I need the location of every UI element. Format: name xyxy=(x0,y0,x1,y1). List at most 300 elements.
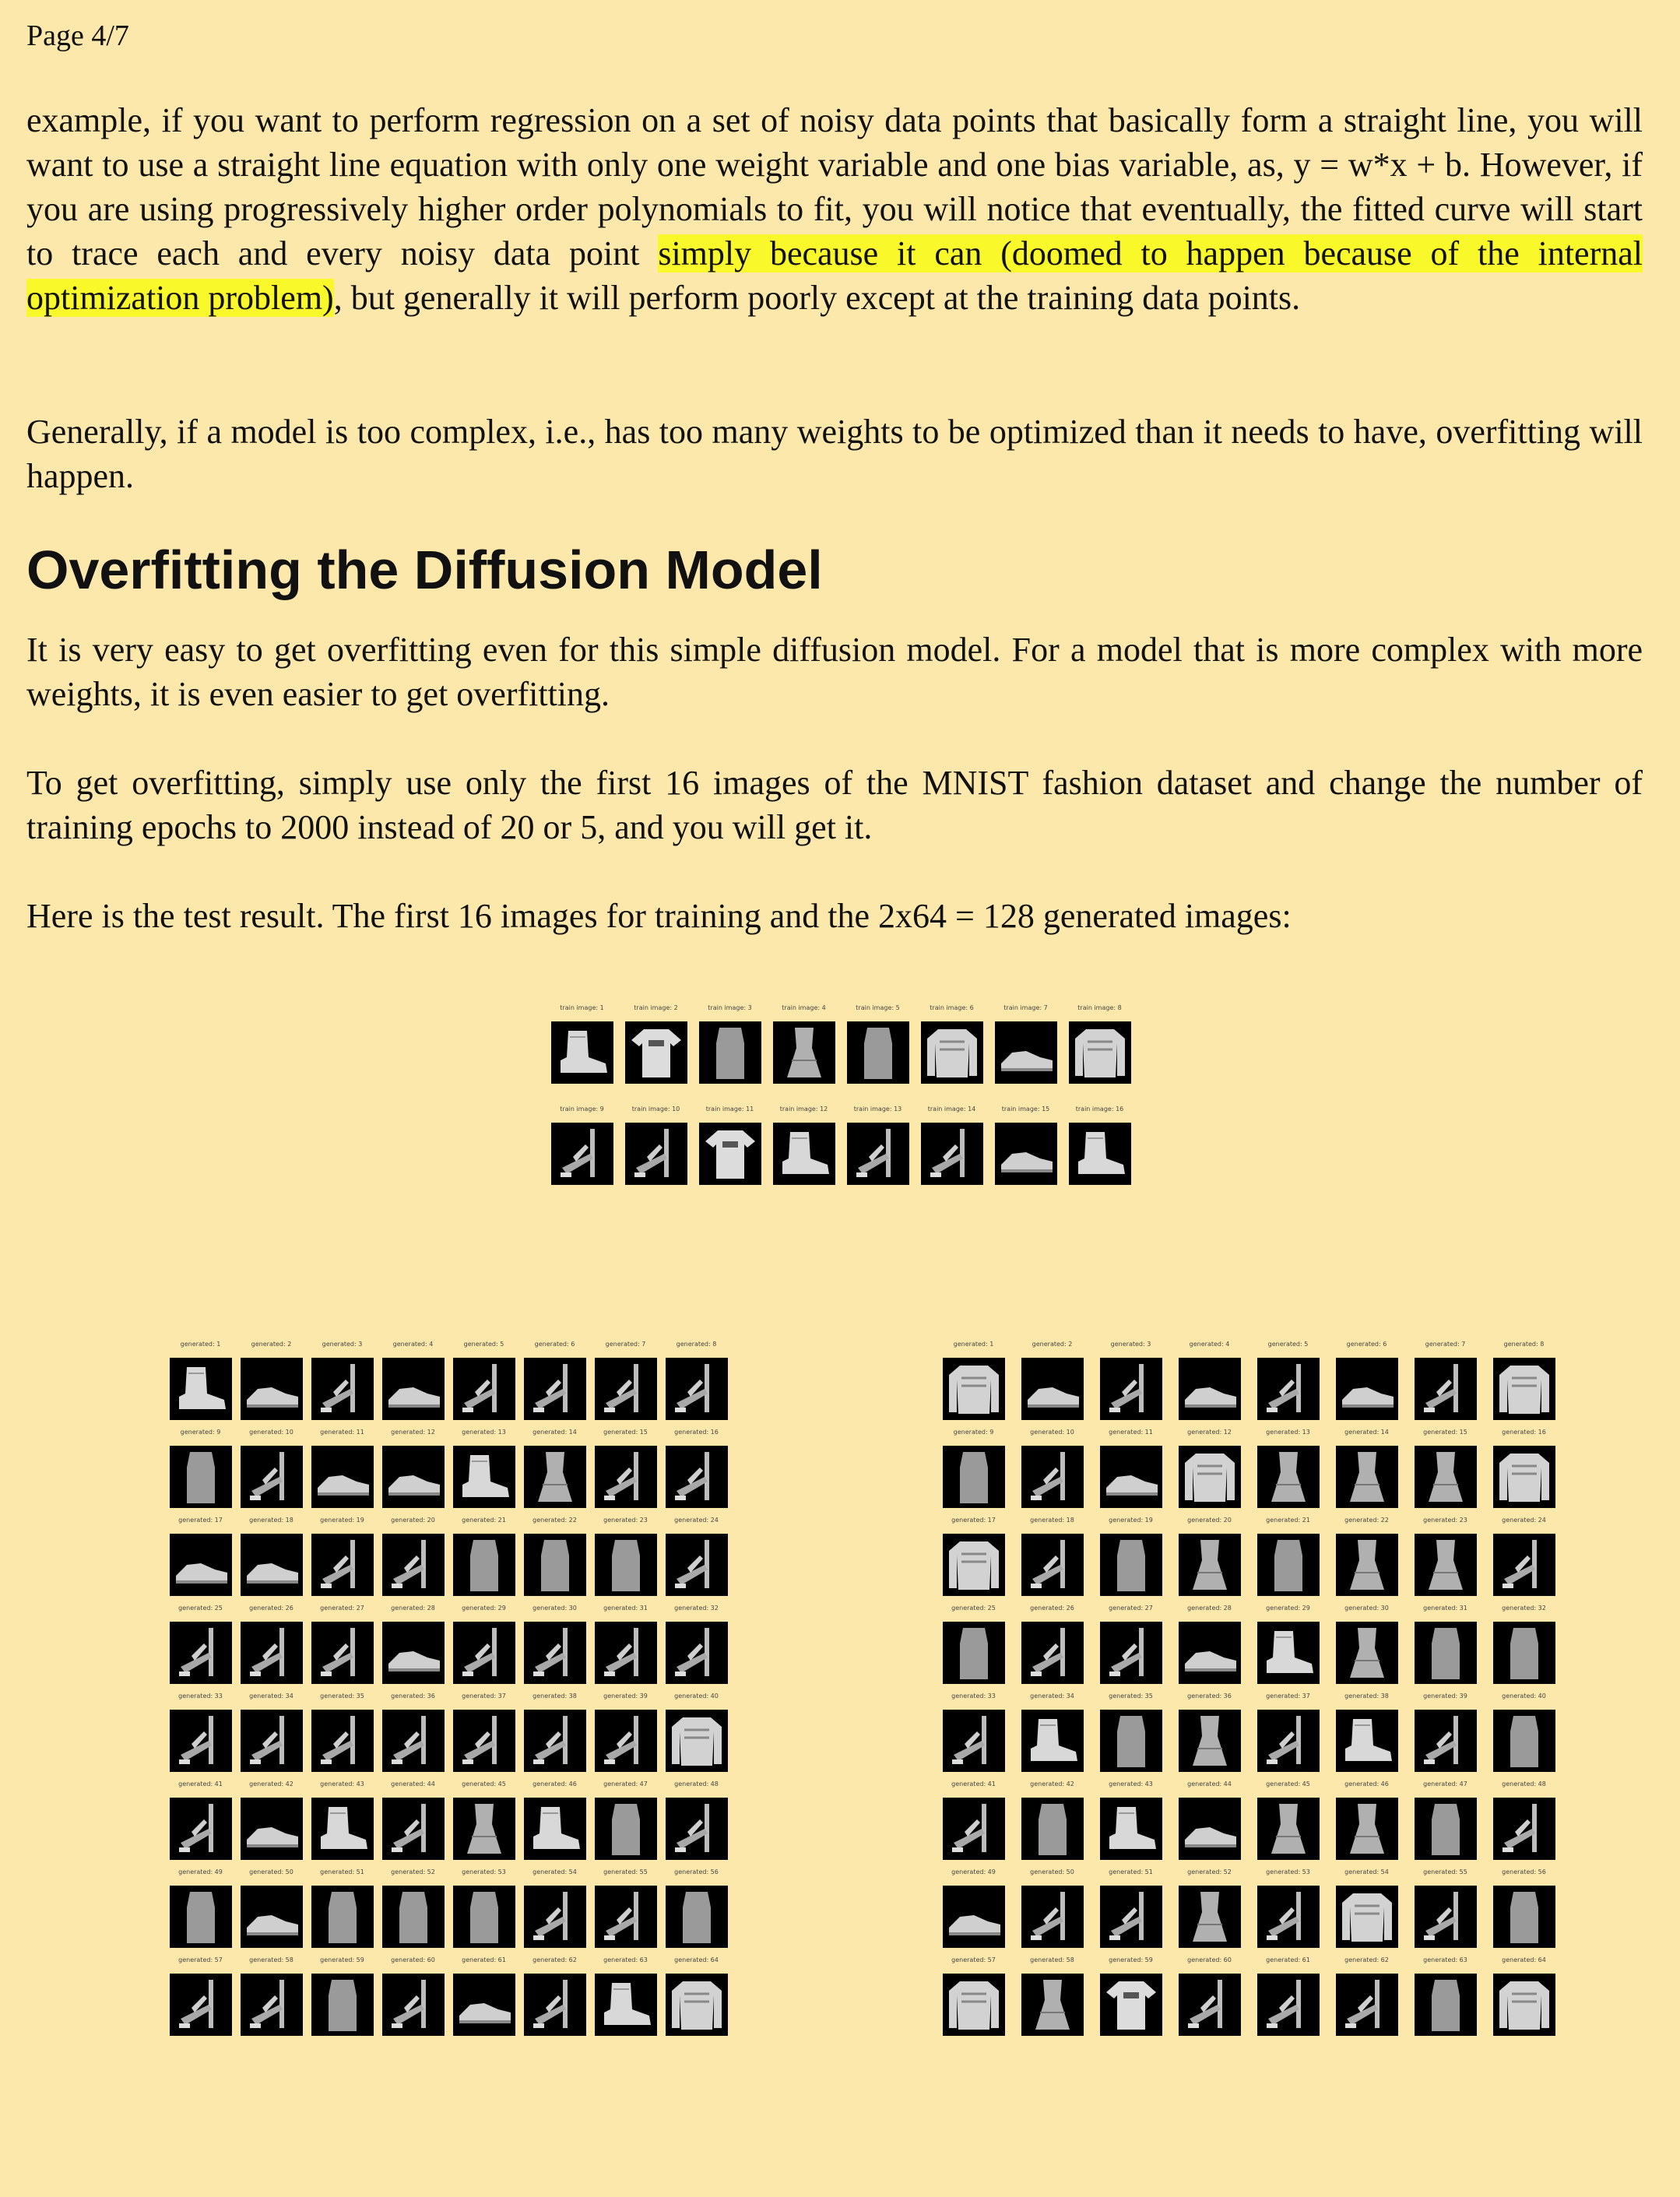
generated-image-cell xyxy=(1406,1780,1485,1861)
generated-image-cell xyxy=(307,1956,378,2037)
pullover-image xyxy=(666,1710,728,1772)
train-image-cell xyxy=(767,1004,841,1085)
image-caption: generated: 44 xyxy=(391,1780,435,1787)
image-caption: generated: 57 xyxy=(951,1956,996,1963)
pullover-image xyxy=(1493,1358,1555,1420)
generated-image-cell xyxy=(448,1605,519,1686)
image-caption: generated: 34 xyxy=(249,1693,293,1700)
image-caption: generated: 15 xyxy=(603,1429,648,1436)
sandal-image xyxy=(170,1710,232,1772)
image-caption: generated: 58 xyxy=(1030,1956,1074,1963)
generated-image-cell xyxy=(1485,1780,1563,1861)
image-caption: generated: 13 xyxy=(1266,1429,1310,1436)
generated-image-cell xyxy=(590,1429,661,1510)
generated-image-cell xyxy=(236,1605,307,1686)
image-caption: generated: 53 xyxy=(1266,1868,1310,1875)
image-caption: generated: 2 xyxy=(1032,1341,1073,1348)
generated-image-cell xyxy=(590,1868,661,1949)
generated-image-cell xyxy=(307,1517,378,1598)
generated-image-cell xyxy=(934,1956,1013,2037)
top-image xyxy=(1100,1710,1162,1772)
generated-image-cell xyxy=(661,1517,732,1598)
sandal-image xyxy=(1021,1534,1084,1596)
image-caption: train image: 16 xyxy=(1075,1106,1124,1113)
image-caption: generated: 52 xyxy=(391,1868,435,1875)
image-caption: generated: 52 xyxy=(1187,1868,1232,1875)
image-caption: train image: 5 xyxy=(856,1004,900,1011)
image-caption: generated: 24 xyxy=(674,1517,719,1524)
sneaker-image xyxy=(241,1358,303,1420)
sneaker-image xyxy=(311,1446,374,1508)
sneaker-image xyxy=(241,1886,303,1948)
generated-image-cell xyxy=(378,1517,448,1598)
generated-image-cell xyxy=(590,1693,661,1773)
generated-image-cell xyxy=(1013,1780,1091,1861)
paragraph-regression-tail: , but generally it will perform poorly except at the training data points. xyxy=(333,279,1301,317)
pullover-image xyxy=(943,1974,1005,2036)
generated-image-cell xyxy=(378,1693,448,1773)
image-caption: generated: 15 xyxy=(1423,1429,1467,1436)
generated-image-cell xyxy=(1485,1517,1563,1598)
dress-image xyxy=(1179,1710,1241,1772)
top-image xyxy=(1021,1798,1084,1860)
sandal-image xyxy=(241,1622,303,1684)
image-caption: generated: 20 xyxy=(1187,1517,1232,1524)
train-image-cell xyxy=(989,1106,1063,1186)
image-caption: generated: 63 xyxy=(603,1956,648,1963)
generated-image-cell xyxy=(378,1605,448,1686)
top-image xyxy=(311,1974,374,2036)
generated-image-cell xyxy=(1013,1868,1091,1949)
image-caption: generated: 47 xyxy=(603,1780,648,1787)
image-caption: generated: 33 xyxy=(178,1693,223,1700)
generated-image-cell xyxy=(165,1780,236,1861)
generated-image-cell xyxy=(519,1693,590,1773)
top-image xyxy=(666,1886,728,1948)
image-caption: generated: 54 xyxy=(1344,1868,1389,1875)
highlighted-text: simply because it can (doomed to happen because of the internal optimization problem) xyxy=(26,234,1643,317)
generated-image-cell xyxy=(1327,1956,1406,2037)
image-caption: generated: 17 xyxy=(178,1517,223,1524)
generated-image-cell xyxy=(519,1517,590,1598)
image-caption: generated: 27 xyxy=(1109,1605,1153,1612)
top-image xyxy=(1415,1798,1477,1860)
generated-image-cell xyxy=(1249,1956,1327,2037)
sneaker-image xyxy=(995,1123,1057,1185)
image-caption: generated: 44 xyxy=(1187,1780,1232,1787)
sandal-image xyxy=(551,1123,613,1185)
generated-image-cell xyxy=(165,1605,236,1686)
image-caption: generated: 5 xyxy=(1267,1341,1309,1348)
generated-image-cell xyxy=(307,1868,378,1949)
sandal-image xyxy=(666,1622,728,1684)
image-caption: generated: 36 xyxy=(1187,1693,1232,1700)
sandal-image xyxy=(311,1622,374,1684)
ankle-boot-image xyxy=(453,1446,515,1508)
image-caption: generated: 64 xyxy=(674,1956,719,1963)
sandal-image xyxy=(595,1358,657,1420)
generated-image-cell xyxy=(1485,1341,1563,1422)
sandal-image xyxy=(382,1710,445,1772)
image-caption: train image: 7 xyxy=(1003,1004,1048,1011)
dress-image xyxy=(1179,1886,1241,1948)
image-caption: generated: 9 xyxy=(180,1429,221,1436)
t-shirt-image xyxy=(625,1021,687,1084)
generated-image-cell xyxy=(661,1429,732,1510)
generated-image-cell xyxy=(519,1956,590,2037)
image-caption: generated: 10 xyxy=(1030,1429,1074,1436)
image-caption: generated: 57 xyxy=(178,1956,223,1963)
image-caption: generated: 49 xyxy=(178,1868,223,1875)
section-heading: Overfitting the Diffusion Model xyxy=(26,540,823,600)
pullover-image xyxy=(1493,1974,1555,2036)
sandal-image xyxy=(847,1123,909,1185)
generated-image-cell xyxy=(519,1780,590,1861)
image-caption: generated: 5 xyxy=(463,1341,504,1348)
generated-image-cell xyxy=(519,1429,590,1510)
generated-image-cell xyxy=(1170,1517,1249,1598)
image-caption: generated: 31 xyxy=(1423,1605,1467,1612)
image-caption: generated: 58 xyxy=(249,1956,293,1963)
generated-image-cell xyxy=(1327,1780,1406,1861)
train-image-cell xyxy=(915,1106,989,1186)
sneaker-image xyxy=(1336,1358,1398,1420)
image-caption: generated: 42 xyxy=(249,1780,293,1787)
pullover-image xyxy=(1336,1886,1398,1948)
image-caption: generated: 40 xyxy=(674,1693,719,1700)
generated-image-cell xyxy=(1013,1341,1091,1422)
image-caption: generated: 28 xyxy=(391,1605,435,1612)
generated-image-cell xyxy=(378,1780,448,1861)
image-caption: generated: 8 xyxy=(676,1341,717,1348)
sandal-image xyxy=(311,1358,374,1420)
generated-image-cell xyxy=(661,1956,732,2037)
image-caption: generated: 30 xyxy=(532,1605,577,1612)
dress-image xyxy=(1336,1798,1398,1860)
dress-image xyxy=(524,1446,586,1508)
generated-image-cell xyxy=(934,1868,1013,1949)
image-caption: generated: 24 xyxy=(1502,1517,1546,1524)
sandal-image xyxy=(170,1974,232,2036)
image-caption: generated: 16 xyxy=(674,1429,719,1436)
sneaker-image xyxy=(241,1534,303,1596)
train-image-cell xyxy=(1063,1004,1137,1085)
top-image xyxy=(1493,1886,1555,1948)
train-image-cell xyxy=(767,1106,841,1186)
image-caption: train image: 10 xyxy=(631,1106,680,1113)
sneaker-image xyxy=(453,1974,515,2036)
generated-image-cell xyxy=(165,1693,236,1773)
generated-image-cell xyxy=(1170,1956,1249,2037)
image-caption: generated: 51 xyxy=(1109,1868,1153,1875)
top-image xyxy=(1415,1974,1477,2036)
generated-image-cell xyxy=(519,1868,590,1949)
image-caption: generated: 31 xyxy=(603,1605,648,1612)
sandal-image xyxy=(1257,1710,1320,1772)
sandal-image xyxy=(524,1622,586,1684)
generated-image-cell xyxy=(307,1780,378,1861)
image-caption: generated: 45 xyxy=(462,1780,506,1787)
generated-image-cell xyxy=(1327,1693,1406,1773)
image-caption: generated: 22 xyxy=(532,1517,577,1524)
generated-image-cell xyxy=(1091,1693,1170,1773)
generated-image-cell xyxy=(1091,1341,1170,1422)
ankle-boot-image xyxy=(773,1123,835,1185)
image-caption: generated: 60 xyxy=(391,1956,435,1963)
dress-image xyxy=(1415,1534,1477,1596)
image-caption: generated: 19 xyxy=(320,1517,364,1524)
image-caption: generated: 56 xyxy=(1502,1868,1546,1875)
image-caption: generated: 50 xyxy=(1030,1868,1074,1875)
top-image xyxy=(595,1798,657,1860)
image-caption: generated: 6 xyxy=(1346,1341,1387,1348)
generated-image-cell xyxy=(1170,1868,1249,1949)
sandal-image xyxy=(1336,1974,1398,2036)
image-caption: generated: 12 xyxy=(1187,1429,1232,1436)
image-caption: generated: 7 xyxy=(1425,1341,1466,1348)
image-caption: generated: 19 xyxy=(1109,1517,1153,1524)
sandal-image xyxy=(1257,1974,1320,2036)
image-caption: generated: 3 xyxy=(1110,1341,1151,1348)
image-caption: generated: 59 xyxy=(1109,1956,1153,1963)
generated-image-cell xyxy=(519,1341,590,1422)
image-caption: generated: 33 xyxy=(951,1693,996,1700)
image-caption: generated: 3 xyxy=(322,1341,363,1348)
generated-image-cell xyxy=(1091,1956,1170,2037)
ankle-boot-image xyxy=(1336,1710,1398,1772)
train-image-cell xyxy=(619,1004,693,1085)
top-image xyxy=(1415,1622,1477,1684)
image-caption: generated: 28 xyxy=(1187,1605,1232,1612)
image-caption: generated: 21 xyxy=(462,1517,506,1524)
generated-image-cell xyxy=(934,1605,1013,1686)
image-caption: generated: 29 xyxy=(462,1605,506,1612)
top-image xyxy=(1257,1534,1320,1596)
image-caption: generated: 18 xyxy=(1030,1517,1074,1524)
generated-image-cell xyxy=(236,1429,307,1510)
sandal-image xyxy=(170,1798,232,1860)
image-caption: generated: 25 xyxy=(178,1605,223,1612)
generated-image-cell xyxy=(307,1341,378,1422)
image-caption: train image: 12 xyxy=(779,1106,828,1113)
train-image-cell xyxy=(841,1106,915,1186)
sandal-image xyxy=(524,1710,586,1772)
generated-image-cell xyxy=(1013,1517,1091,1598)
generated-image-cell xyxy=(1013,1956,1091,2037)
image-caption: generated: 9 xyxy=(953,1429,994,1436)
generated-image-cell xyxy=(661,1605,732,1686)
paragraph-easy-overfitting: It is very easy to get overfitting even for this simple diffusion model. For a model that is more complex with more weights, it is even easier to get overfitting. xyxy=(26,631,1643,713)
top-image xyxy=(699,1021,761,1084)
image-caption: generated: 41 xyxy=(951,1780,996,1787)
image-caption: generated: 34 xyxy=(1030,1693,1074,1700)
dress-image xyxy=(1179,1534,1241,1596)
generated-image-cell xyxy=(448,1693,519,1773)
sneaker-image xyxy=(382,1446,445,1508)
generated-image-cell xyxy=(236,1956,307,2037)
generated-image-cell xyxy=(236,1693,307,1773)
sandal-image xyxy=(524,1886,586,1948)
image-caption: generated: 48 xyxy=(674,1780,719,1787)
ankle-boot-image xyxy=(551,1021,613,1084)
train-image-cell xyxy=(545,1106,619,1186)
ankle-boot-image xyxy=(595,1974,657,2036)
sandal-image xyxy=(1415,1886,1477,1948)
sandal-image xyxy=(666,1446,728,1508)
sneaker-image xyxy=(382,1622,445,1684)
generated-image-cell xyxy=(378,1429,448,1510)
image-caption: generated: 21 xyxy=(1266,1517,1310,1524)
t-shirt-image xyxy=(1100,1974,1162,2036)
image-caption: train image: 1 xyxy=(560,1004,604,1011)
sandal-image xyxy=(382,1974,445,2036)
generated-image-cell xyxy=(448,1341,519,1422)
top-image xyxy=(453,1534,515,1596)
generated-image-cell xyxy=(1327,1341,1406,1422)
image-caption: generated: 12 xyxy=(391,1429,435,1436)
generated-image-cell xyxy=(590,1956,661,2037)
image-caption: generated: 27 xyxy=(320,1605,364,1612)
generated-image-cell xyxy=(1170,1693,1249,1773)
generated-image-cell xyxy=(1327,1429,1406,1510)
generated-image-cell xyxy=(1406,1868,1485,1949)
ankle-boot-image xyxy=(170,1358,232,1420)
top-image xyxy=(1100,1534,1162,1596)
generated-image-cell xyxy=(1406,1517,1485,1598)
sandal-image xyxy=(625,1123,687,1185)
generated-image-cell xyxy=(1249,1517,1327,1598)
top-image xyxy=(170,1446,232,1508)
generated-image-cell xyxy=(1249,1605,1327,1686)
image-caption: generated: 10 xyxy=(249,1429,293,1436)
generated-image-cell xyxy=(165,1868,236,1949)
sneaker-image xyxy=(1179,1798,1241,1860)
generated-image-cell xyxy=(236,1780,307,1861)
sandal-image xyxy=(241,1974,303,2036)
top-image xyxy=(453,1886,515,1948)
generated-image-cell xyxy=(448,1780,519,1861)
top-image xyxy=(847,1021,909,1084)
ankle-boot-image xyxy=(1069,1123,1131,1185)
sandal-image xyxy=(1493,1534,1555,1596)
image-caption: generated: 26 xyxy=(1030,1605,1074,1612)
image-caption: generated: 55 xyxy=(1423,1868,1467,1875)
image-caption: generated: 46 xyxy=(1344,1780,1389,1787)
image-caption: generated: 4 xyxy=(1189,1341,1230,1348)
generated-image-cell xyxy=(1406,1605,1485,1686)
sandal-image xyxy=(241,1710,303,1772)
ankle-boot-image xyxy=(1257,1622,1320,1684)
image-caption: train image: 11 xyxy=(705,1106,754,1113)
image-caption: generated: 37 xyxy=(462,1693,506,1700)
train-image-cell xyxy=(989,1004,1063,1085)
dress-image xyxy=(1415,1446,1477,1508)
image-caption: generated: 45 xyxy=(1266,1780,1310,1787)
generated-image-cell xyxy=(934,1429,1013,1510)
image-caption: generated: 1 xyxy=(180,1341,221,1348)
generated-image-cell xyxy=(448,1868,519,1949)
generated-image-cell xyxy=(661,1341,732,1422)
image-caption: generated: 32 xyxy=(1502,1605,1546,1612)
generated-image-cell xyxy=(1406,1956,1485,2037)
sandal-image xyxy=(921,1123,983,1185)
image-caption: generated: 60 xyxy=(1187,1956,1232,1963)
top-image xyxy=(170,1886,232,1948)
pullover-image xyxy=(1069,1021,1131,1084)
image-caption: generated: 61 xyxy=(462,1956,506,1963)
image-caption: generated: 26 xyxy=(249,1605,293,1612)
generated-image-cell xyxy=(590,1605,661,1686)
generated-image-cell xyxy=(1327,1517,1406,1598)
train-image-cell xyxy=(1063,1106,1137,1186)
image-caption: generated: 39 xyxy=(1423,1693,1467,1700)
image-caption: generated: 25 xyxy=(951,1605,996,1612)
dress-image xyxy=(1257,1446,1320,1508)
train-image-cell xyxy=(915,1004,989,1085)
generated-image-cell xyxy=(1013,1693,1091,1773)
image-caption: generated: 32 xyxy=(674,1605,719,1612)
training-images-grid xyxy=(545,1004,1137,1191)
train-image-cell xyxy=(693,1004,767,1085)
image-caption: generated: 43 xyxy=(320,1780,364,1787)
train-image-cell xyxy=(545,1004,619,1085)
top-image xyxy=(1493,1622,1555,1684)
image-caption: generated: 47 xyxy=(1423,1780,1467,1787)
image-caption: generated: 11 xyxy=(320,1429,364,1436)
generated-image-cell xyxy=(934,1693,1013,1773)
dress-image xyxy=(1257,1798,1320,1860)
pullover-image xyxy=(666,1974,728,2036)
dress-image xyxy=(1336,1622,1398,1684)
image-caption: generated: 23 xyxy=(603,1517,648,1524)
sandal-image xyxy=(453,1622,515,1684)
sandal-image xyxy=(666,1358,728,1420)
generated-image-cell xyxy=(236,1517,307,1598)
image-caption: generated: 18 xyxy=(249,1517,293,1524)
image-caption: generated: 50 xyxy=(249,1868,293,1875)
generated-image-cell xyxy=(1013,1605,1091,1686)
image-caption: generated: 64 xyxy=(1502,1956,1546,1963)
dress-image xyxy=(1336,1446,1398,1508)
sneaker-image xyxy=(1021,1358,1084,1420)
image-caption: generated: 46 xyxy=(532,1780,577,1787)
image-caption: generated: 63 xyxy=(1423,1956,1467,1963)
sandal-image xyxy=(453,1358,515,1420)
sandal-image xyxy=(943,1798,1005,1860)
t-shirt-image xyxy=(699,1123,761,1185)
paragraph-test-result: Here is the test result. The first 16 images for training and the 2x64 = 128 generated images: xyxy=(26,897,1292,935)
sandal-image xyxy=(524,1974,586,2036)
paragraph-regression xyxy=(26,98,1643,320)
generated-image-cell xyxy=(1485,1868,1563,1949)
sneaker-image xyxy=(995,1021,1057,1084)
generated-image-cell xyxy=(448,1429,519,1510)
generated-image-cell xyxy=(1485,1605,1563,1686)
image-caption: train image: 4 xyxy=(782,1004,826,1011)
image-caption: generated: 41 xyxy=(178,1780,223,1787)
generated-image-cell xyxy=(378,1868,448,1949)
pullover-image xyxy=(1493,1446,1555,1508)
sandal-image xyxy=(1100,1886,1162,1948)
top-image xyxy=(595,1534,657,1596)
sandal-image xyxy=(1257,1886,1320,1948)
sandal-image xyxy=(311,1534,374,1596)
image-caption: train image: 15 xyxy=(1001,1106,1050,1113)
generated-image-cell xyxy=(165,1517,236,1598)
image-caption: generated: 8 xyxy=(1503,1341,1545,1348)
generated-images-grid-left xyxy=(165,1341,733,2034)
generated-image-cell xyxy=(1091,1780,1170,1861)
